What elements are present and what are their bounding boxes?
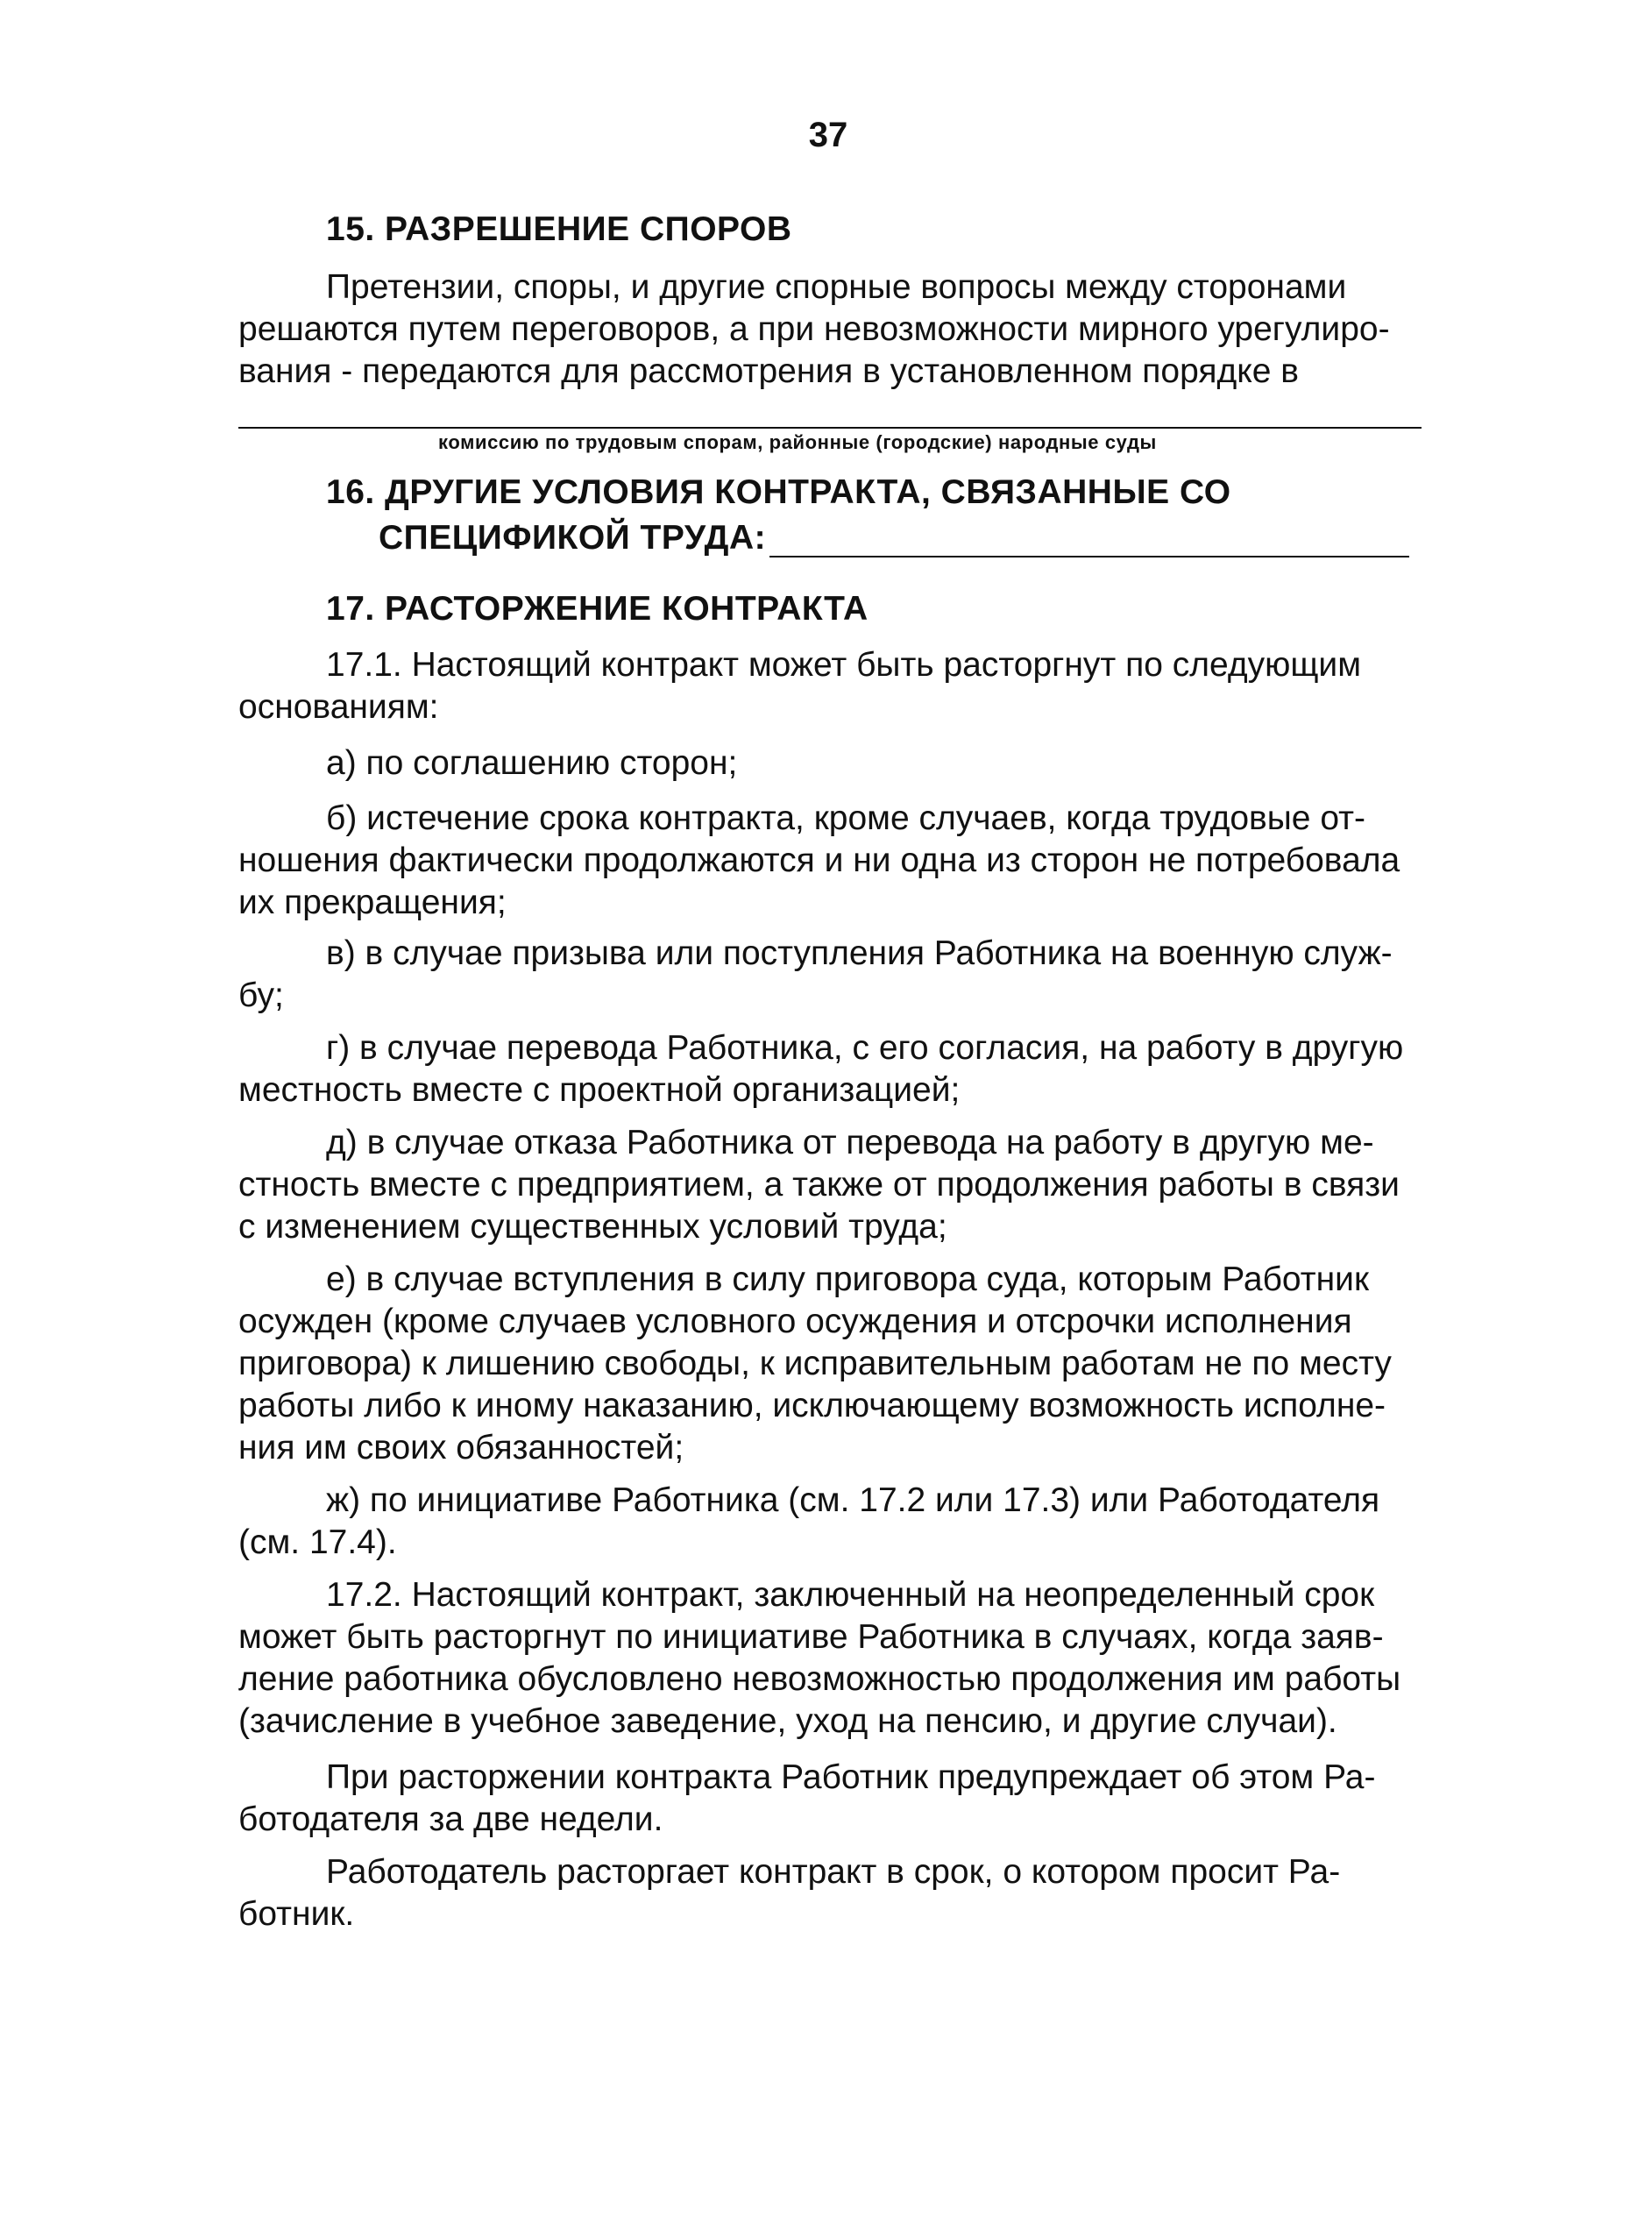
clause-17-2 [238, 1574, 1422, 1743]
clause-e [238, 1259, 1422, 1469]
text-line: решаются путем переговоров, а при невозможности мирного урегулиро- [238, 310, 1390, 348]
text-line: 17.1. Настоящий контракт может быть расторгнут по следующим [326, 646, 1362, 684]
clause-d [238, 1122, 1422, 1248]
clause-zh [238, 1480, 1422, 1564]
termination-paragraph [238, 1851, 1422, 1935]
clause-v [238, 933, 1422, 1017]
text-line: (зачисление в учебное заведение, уход на пенсию, и другие случаи). [238, 1702, 1337, 1740]
text-line: ношения фактически продолжаются и ни одна из сторон не потребовала [238, 842, 1400, 879]
text-line: д) в случае отказа Работника от перевода на работу в другую ме- [326, 1124, 1374, 1161]
text-line: Претензии, споры, и другие спорные вопросы между сторонами [326, 268, 1347, 306]
text-line: в) в случае призыва или поступления Работника на военную служ- [326, 934, 1393, 972]
text-line: стность вместе с предприятием, а также от продолжения работы в связи [238, 1166, 1400, 1204]
section-16-heading-text: СПЕЦИФИКОЙ ТРУДА: [379, 519, 767, 557]
text-line: приговора) к лишению свободы, к исправительным работам не по месту [238, 1345, 1392, 1382]
text-line: ботник. [238, 1895, 355, 1933]
text-line: бу; [238, 976, 284, 1014]
text-line: ление работника обусловлено невозможностью продолжения им работы [238, 1660, 1401, 1698]
text-line: ния им своих обязанностей; [238, 1429, 684, 1466]
fill-in-line [238, 427, 1422, 429]
clause-g [238, 1027, 1422, 1111]
text-line: При расторжении контракта Работник предупреждает об этом Ра- [326, 1758, 1376, 1796]
text-line: б) истечение срока контракта, кроме случаев, когда трудовые от- [326, 799, 1365, 837]
text-line: (см. 17.4). [238, 1523, 397, 1561]
section-16-heading-line2 [379, 519, 1409, 557]
text-line: может быть расторгнут по инициативе Работника в случаях, когда заяв- [238, 1618, 1384, 1656]
section-15-heading: 15. РАЗРЕШЕНИЕ СПОРОВ [326, 210, 792, 248]
clause-a [238, 742, 1422, 785]
section-16-heading-line1: 16. ДРУГИЕ УСЛОВИЯ КОНТРАКТА, СВЯЗАННЫЕ СО [326, 473, 1231, 511]
page-number: 37 [808, 116, 848, 154]
text-line: 17.2. Настоящий контракт, заключенный на неопределенный срок [326, 1576, 1375, 1614]
text-line: с изменением существенных условий труда; [238, 1208, 947, 1246]
text-line: Работодатель расторгает контракт в срок, о котором просит Ра- [326, 1853, 1341, 1891]
section-15-text [238, 266, 1422, 393]
text-line: вания - передаются для рассмотрения в установленном порядке в [238, 352, 1299, 390]
text-line: а) по соглашению сторон; [326, 744, 738, 782]
fill-in-line [769, 521, 1409, 557]
text-line: их прекращения; [238, 884, 507, 921]
clause-b [238, 798, 1422, 924]
text-line: е) в случае вступления в силу приговора суда, которым Работник [326, 1261, 1370, 1298]
fill-in-caption: комиссию по трудовым спорам, районные (городские) народные суды [438, 431, 1157, 453]
clause-17-1 [238, 644, 1422, 728]
text-line: основаниям: [238, 688, 439, 726]
notice-paragraph [238, 1757, 1422, 1841]
text-line: осужден (кроме случаев условного осуждения и отсрочки исполнения [238, 1303, 1352, 1340]
section-17-heading: 17. РАСТОРЖЕНИЕ КОНТРАКТА [326, 590, 869, 628]
text-line: г) в случае перевода Работника, с его согласия, на работу в другую [326, 1029, 1404, 1067]
text-line: ботодателя за две недели. [238, 1800, 663, 1838]
text-line: работы либо к иному наказанию, исключающему возможность исполне- [238, 1387, 1386, 1424]
text-line: местность вместе с проектной организацией; [238, 1071, 961, 1109]
text-line: ж) по инициативе Работника (см. 17.2 или 17.3) или Работодателя [326, 1481, 1380, 1519]
